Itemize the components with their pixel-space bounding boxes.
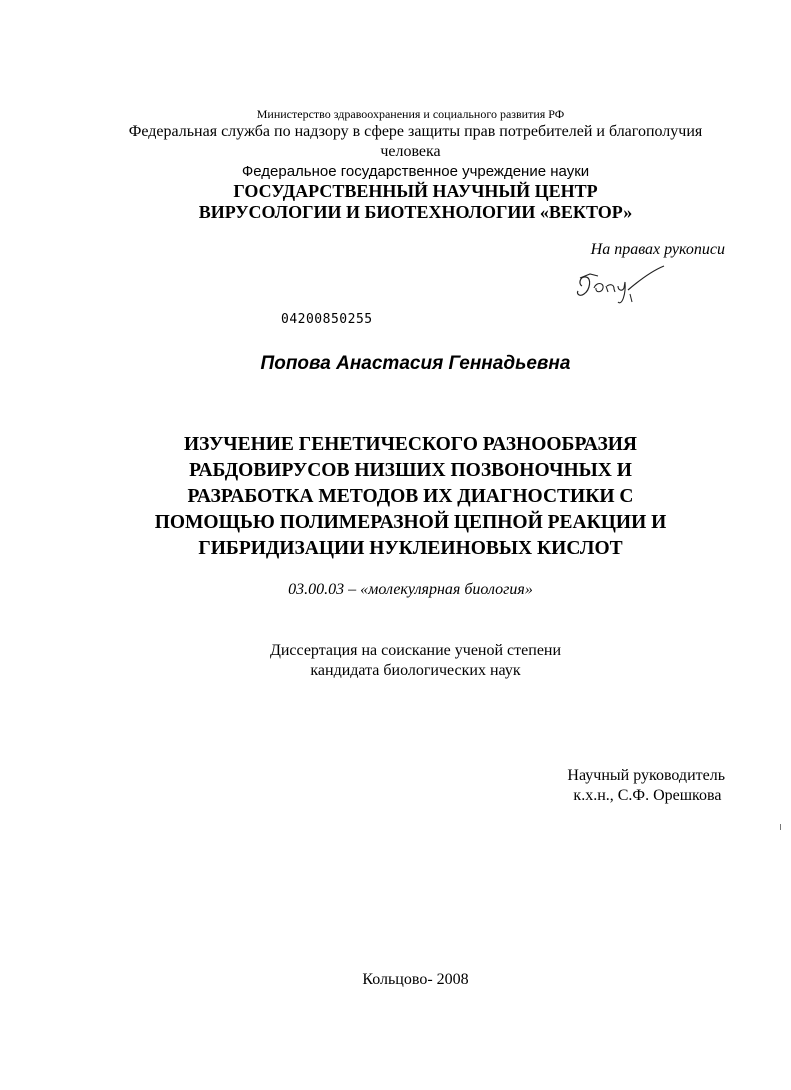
federal-service-line2: человека bbox=[380, 143, 441, 160]
scan-mark bbox=[780, 824, 781, 830]
specialty-code: 03.00.03 – «молекулярная биология» bbox=[288, 581, 533, 598]
research-center-name-line1: ГОСУДАРСТВЕННЫЙ НАУЧНЫЙ ЦЕНТР bbox=[233, 181, 598, 201]
federal-service-line1: Федеральная служба по надзору в сфере защиты прав потребителей и благополучия bbox=[128, 123, 703, 140]
supervisor-name: к.х.н., С.Ф. Орешкова bbox=[573, 787, 722, 804]
ministry-name: Министерство здравоохранения и социального развития РФ bbox=[256, 107, 565, 121]
city-and-year: Кольцово- 2008 bbox=[362, 971, 469, 988]
supervisor-label: Научный руководитель bbox=[567, 767, 725, 784]
title-line: РАЗРАБОТКА МЕТОДОВ ИХ ДИАГНОСТИКИ С bbox=[187, 486, 634, 507]
dissertation-title bbox=[15, 432, 791, 562]
title-line: ИЗУЧЕНИЕ ГЕНЕТИЧЕСКОГО РАЗНООБРАЗИЯ bbox=[183, 434, 638, 455]
manuscript-rights-note: На правах рукописи bbox=[590, 241, 725, 258]
title-line: ГИБРИДИЗАЦИИ НУКЛЕИНОВЫХ КИСЛОТ bbox=[198, 538, 623, 559]
degree-statement-line2: кандидата биологических наук bbox=[310, 662, 521, 679]
supervisor-block bbox=[567, 766, 725, 806]
title-line: ПОМОЩЬЮ ПОЛИМЕРАЗНОЙ ЦЕПНОЙ РЕАКЦИИ И bbox=[154, 512, 667, 533]
handwritten-signature-icon bbox=[572, 264, 672, 308]
title-line: РАБДОВИРУСОВ НИЗШИХ ПОЗВОНОЧНЫХ И bbox=[189, 460, 632, 481]
author-name: Попова Анастасия Геннадьевна bbox=[260, 353, 571, 374]
research-center-name-line2: ВИРУСОЛОГИИ И БИОТЕХНОЛОГИИ «ВЕКТОР» bbox=[198, 202, 633, 222]
institution-type: Федеральное государственное учреждение науки bbox=[241, 163, 590, 180]
catalog-code: 04200850255 bbox=[281, 312, 373, 327]
degree-statement-line1: Диссертация на соискание ученой степени bbox=[269, 642, 562, 659]
